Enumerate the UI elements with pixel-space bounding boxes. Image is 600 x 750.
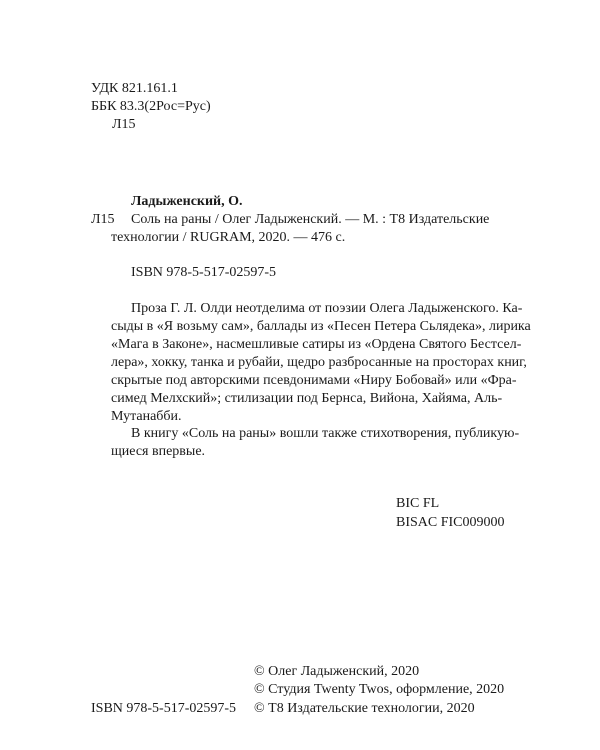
annotation-line: щиеся впервые. <box>111 444 206 459</box>
bisac-code: BISAC FIC009000 <box>396 515 505 530</box>
annotation-line: Мутанабби. <box>111 409 182 424</box>
bbk-code: ББК 83.3(2Рос=Рус) <box>91 99 211 114</box>
annotation-line: Проза Г. Л. Олди неотделима от поэзии Олега Ладыженского. Ка- <box>131 301 523 316</box>
bic-code: BIC FL <box>396 496 440 511</box>
footer-isbn: ISBN 978-5-517-02597-5 <box>91 701 237 716</box>
copyright-line: © Олег Ладыженский, 2020 <box>254 664 420 679</box>
record-code: Л15 <box>91 212 115 227</box>
annotation-line: В книгу «Соль на раны» вошли также стихотворения, публикую- <box>131 426 520 441</box>
annotation-line: скрытые под авторскими псевдонимами «Ниру Бобовай» или «Фра- <box>111 373 517 388</box>
copyright-line: © Студия Twenty Twos, оформление, 2020 <box>254 682 505 697</box>
annotation-line: симед Мелхский»; стилизации под Бернса, Вийона, Хайяма, Аль- <box>111 391 503 406</box>
copyright-line: © Т8 Издательские технологии, 2020 <box>254 701 475 716</box>
record-title-line-2: технологии / RUGRAM, 2020. — 476 с. <box>111 230 346 245</box>
record-isbn: ISBN 978-5-517-02597-5 <box>131 265 277 280</box>
author-mark: Л15 <box>112 117 136 132</box>
annotation-line: сыды в «Я возьму сам», баллады из «Песен Петера Сьлядека», лирика <box>111 319 531 334</box>
record-author: Ладыженский, О. <box>131 194 243 209</box>
udk-code: УДК 821.161.1 <box>91 81 178 96</box>
record-title-line-1: Соль на раны / Олег Ладыженский. — М. : Т8 Издательские <box>131 212 490 227</box>
annotation-line: «Мага в Законе», насмешливые сатиры из «Ордена Святого Бестсел- <box>111 337 522 352</box>
annotation-line: лера», хокку, танка и рубайи, щедро разбросанные на просторах книг, <box>111 355 527 370</box>
